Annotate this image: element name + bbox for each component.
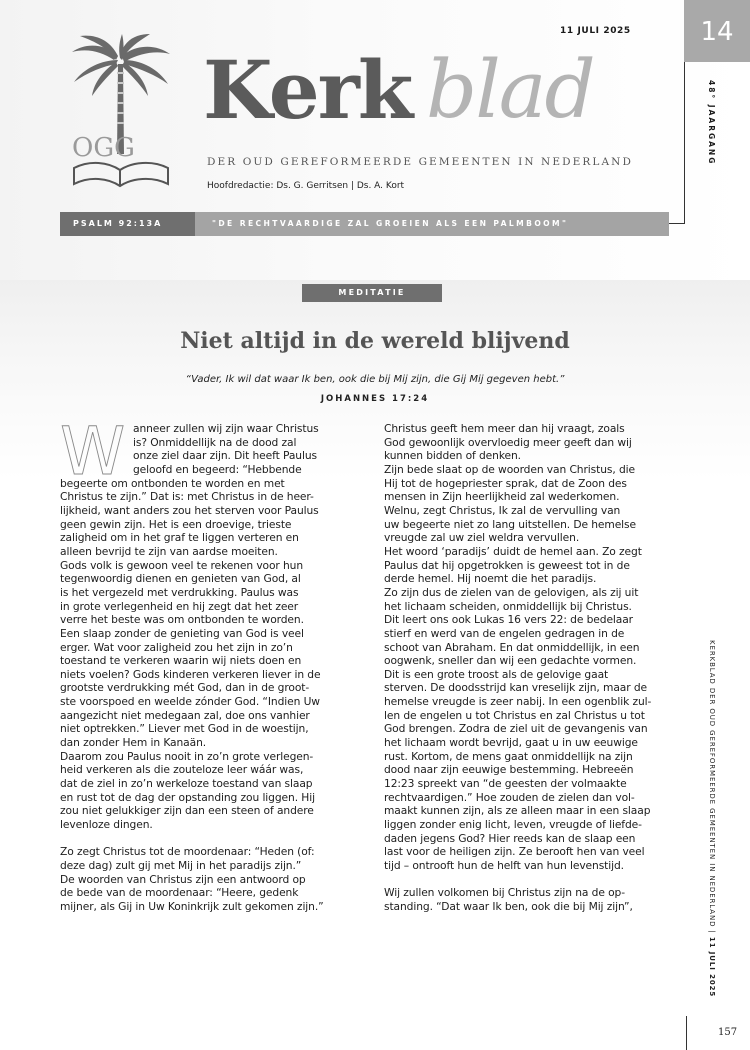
motto-reference: PSALM 92:13A — [60, 212, 195, 236]
issue-date: 11 JULI 2025 — [560, 26, 631, 36]
palm-tree-logo-icon — [66, 34, 176, 194]
article-line: toestand te verkeren waarin wij niets doen en — [60, 654, 302, 668]
article-epigraph: “Vader, Ik wil dat waar Ik ben, ook die bij Mij zijn, die Gij Mij gegeven hebt.” — [185, 374, 565, 385]
article-line: lijkheid, want anders zou het sterven voor Paulus — [60, 503, 319, 517]
article-line: Paulus dat hij opgetrokken is geweest tot in de — [384, 558, 630, 572]
article-line: is? Onmiddellijk na de dood zal — [133, 435, 297, 449]
article-line: Daarom zou Paulus nooit in zo’n grote verlegen- — [60, 749, 314, 763]
article-line: Zo zegt Christus tot de moordenaar: “Heden (of: — [60, 845, 315, 859]
article-line: Christus geeft hem meer dan hij vraagt, zoals — [384, 422, 625, 435]
section-label: MEDITATIE — [302, 284, 442, 302]
article-column-2 — [384, 422, 684, 914]
epigraph-reference: JOHANNES 17:24 — [320, 394, 430, 404]
article-line: onze ziel daar zijn. Dit heeft Paulus — [133, 449, 317, 463]
article-line: last voor de heiligen zijn. Ze berooft hen van veel — [384, 845, 645, 859]
article-line: in grote verlegenheid en hij zegt dat het zeer — [60, 599, 299, 613]
article-line: Een slaap zonder de genieting van God is veel — [60, 626, 304, 640]
article-line: Christus te zijn.” Dat is: met Christus in de heer- — [60, 490, 314, 504]
article-line: stierf en werd van de engelen gedragen in de — [384, 626, 625, 640]
article-line: geen gewin zijn. Het is een droevige, trieste — [60, 517, 292, 531]
article-line: Dit is een grote troost als de gelovige gaat — [384, 667, 609, 681]
article-line: Zijn bede slaat op de woorden van Christus, die — [384, 462, 635, 476]
side-date: 11 JULI 2025 — [708, 936, 716, 998]
page-number: 157 — [718, 1027, 738, 1038]
article-line — [384, 873, 684, 887]
article-line: Hij tot de hogepriester sprak, dat de Zoon des — [384, 476, 627, 490]
article-line: kunnen bidden of denken. — [384, 449, 521, 463]
article-line: ste voorspoed en weelde zónder God. “Indien Uw — [60, 695, 320, 709]
article-line: De woorden van Christus zijn een antwoord op — [60, 872, 306, 886]
side-separator: | — [708, 930, 716, 934]
article-line: geloofd en begeerd: “Hebbende — [133, 462, 302, 476]
article-line: het lichaam scheiden, onmiddellijk bij Christus. — [384, 599, 632, 613]
article-line: sterven. De doodsstrijd kan vreselijk zijn, maar de — [384, 681, 647, 695]
article-line: verre het beste was om ontbonden te worden. — [60, 613, 304, 627]
article-line: begeerte om ontbonden te worden en met — [60, 476, 285, 490]
article-line: God brengen. Zodra de ziel uit de gevangenis van — [384, 722, 648, 736]
side-label: KERKBLAD DER OUD GEREFORMEERDE GEMEENTEN IN NEDERLAND — [708, 640, 716, 928]
article-line: dan zonder Hem in Kanaän. — [60, 736, 207, 750]
issue-number: 14 — [684, 0, 750, 62]
masthead-title-blad: blad — [426, 43, 594, 136]
article-line: tegenwoordig dienen en genieten van God, al — [60, 572, 301, 586]
article-line: niet optrekken.” Liever met God in de woestijn, — [60, 722, 309, 736]
article-line: grootste verdrukking mét God, dan in de groot- — [60, 681, 310, 695]
article-line: mensen in Zijn heerlijkheid zal wederkomen. — [384, 490, 620, 504]
article-line — [60, 832, 370, 846]
article-line: het lichaam wordt bevrijd, gaat u in uw eeuwige — [384, 736, 638, 750]
article-line: God gewoonlijk overvloedig meer geeft dan wij — [384, 435, 632, 449]
editors-line: Hoofdredactie: Ds. G. Gerritsen | Ds. A. Kort — [207, 181, 405, 191]
article-line: Dit leert ons ook Lukas 16 vers 22: de bedelaar — [384, 613, 633, 627]
article-line: mijner, als Gij in Uw Koninkrijk zult gekomen zijn.” — [60, 899, 324, 913]
article-line: standing. “Dat waar Ik ben, ook die bij Mij zijn”, — [384, 899, 633, 913]
article-line: hemelse vreugde is zeer nabij. In een ogenblik zul- — [384, 695, 652, 709]
article-line: Zo zijn dus de zielen van de gelovigen, als zij uit — [384, 585, 639, 599]
article-line: dat de ziel in zo’n werkeloze toestand van slaap — [60, 777, 313, 791]
article-line: derde hemel. Hij noemt die het paradijs. — [384, 572, 597, 586]
article-line: levenloze dingen. — [60, 818, 153, 832]
masthead-subtitle: DER OUD GEREFORMEERDE GEMEENTEN IN NEDERLAND — [207, 156, 633, 168]
article-line: Het woord ‘paradijs’ duidt de hemel aan. Zo zegt — [384, 544, 642, 558]
article-line: liggen zonder enig licht, leven, vreugde of liefde- — [384, 818, 642, 832]
article-line: daden jegens God? Hier reeds kan de slaap een — [384, 831, 636, 845]
article-line: maakt kunnen zijn, als ze alleen maar in een slaap — [384, 804, 651, 818]
article-line: Welnu, zegt Christus, Ik zal de vervulling van — [384, 503, 621, 517]
article-line: anneer zullen wij zijn waar Christus — [133, 422, 319, 435]
article-line: erger. Wat voor zaligheid zou het zijn in zo’n — [60, 640, 293, 654]
article-line: rechtvaardigen.” Hoe zouden de zielen dan vol- — [384, 790, 635, 804]
logo-letters: OGG — [72, 133, 135, 163]
masthead-title-kerk: Kerk — [203, 43, 412, 137]
article-line: niets voelen? Gods kinderen verkeren liever in de — [60, 667, 321, 681]
article-line: tijd – ontrooft hun de helft van hun levenstijd. — [384, 859, 624, 872]
article-line: vreugde zal uw ziel weldra vervullen. — [384, 531, 580, 545]
footer-rule — [686, 1016, 687, 1050]
article-line: is het vergezeld met verdrukking. Paulus was — [60, 585, 299, 599]
article-line: alleen bevrijd te zijn van aardse moeiten. — [60, 544, 278, 558]
article-line: de bede van de moordenaar: “Heere, gedenk — [60, 886, 299, 900]
article-line: oogwenk, sneller dan wij een gedachte vormen. — [384, 654, 637, 668]
article-line: dood naar zijn eeuwige bestemming. Hebreeën — [384, 763, 634, 777]
article-line: en rust tot de dag der opstanding zou liggen. Hij — [60, 790, 315, 804]
article-line: heid verkeren als die zouteloze leer wáár was, — [60, 763, 304, 777]
vertical-rule — [684, 62, 685, 223]
article-column-1 — [60, 422, 370, 914]
motto-quote: "DE RECHTVAARDIGE ZAL GROEIEN ALS EEN PALMBOOM" — [212, 219, 569, 228]
article-line: uw begeerte niet zo lang uitstellen. De hemelse — [384, 517, 636, 531]
article-line: len de engelen u tot Christus en zal Christus u tot — [384, 708, 645, 722]
article-line: deze dag) zult gij met Mij in het paradijs zijn.” — [60, 858, 302, 872]
side-running-title — [708, 640, 716, 997]
article-line: rust. Kortom, de mens gaat onmiddellijk na zijn — [384, 749, 633, 763]
drop-cap-letter: W — [60, 418, 126, 480]
article-line: 12:23 spreekt van “de geesten der volmaakte — [384, 777, 627, 791]
article-line: zou niet gelukkiger zijn dan een steen of andere — [60, 804, 314, 818]
article-line: schoot van Abraham. En dat onmiddellijk, in een — [384, 640, 640, 654]
article-line: aangezicht niet medegaan zal, doe ons vanhier — [60, 708, 310, 722]
article-title: Niet altijd in de wereld blijvend — [180, 328, 570, 354]
volume-label: 48° JAARGANG — [707, 80, 716, 166]
article-line: Gods volk is gewoon veel te rekenen voor hun — [60, 558, 304, 572]
article-line: zaligheid om in het graf te liggen verteren en — [60, 531, 299, 545]
article-line: Wij zullen volkomen bij Christus zijn na de op- — [384, 886, 625, 900]
